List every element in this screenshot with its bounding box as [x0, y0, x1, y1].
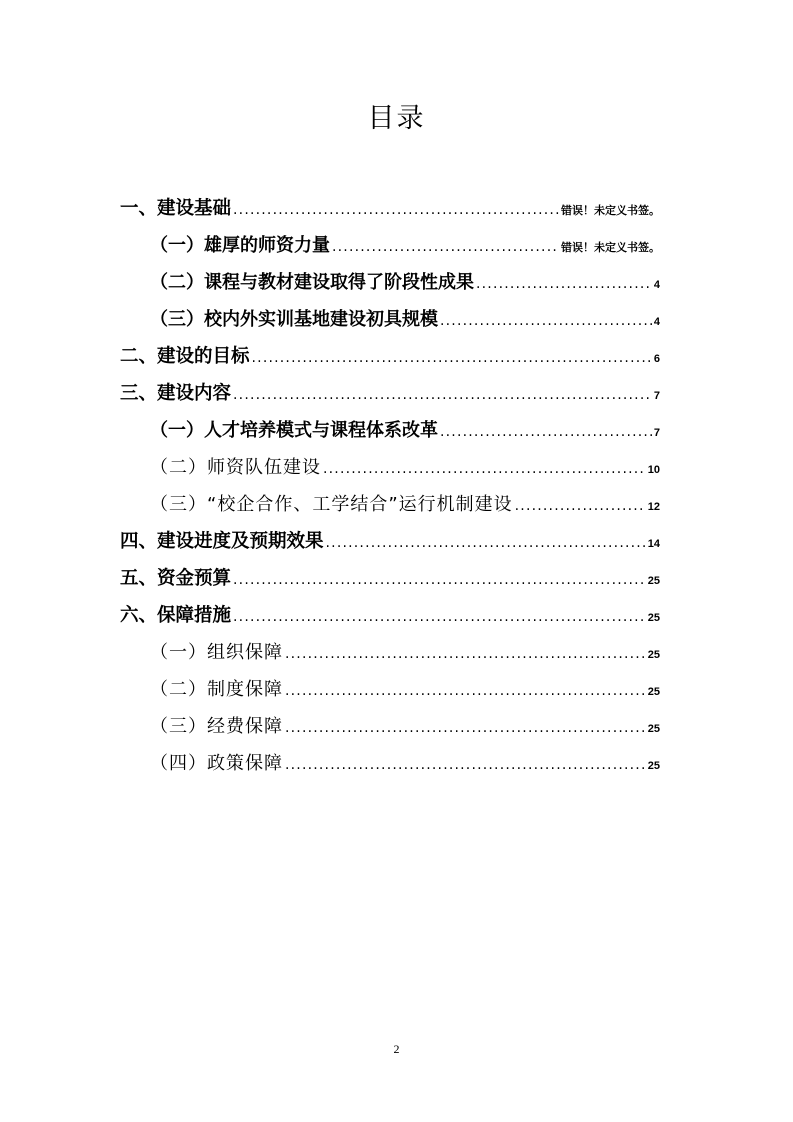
toc-entry-label: （三）“校企合作、工学结合”运行机制建设: [150, 494, 513, 515]
toc-leader-dots: [326, 535, 646, 551]
toc-entry-label: （三）校内外实训基地建设初具规模: [150, 309, 438, 330]
toc-entry-label: （二）课程与教材建设取得了阶段性成果: [150, 272, 474, 293]
toc-entry-1-3[interactable]: [150, 305, 660, 331]
toc-leader-dots: [285, 757, 646, 773]
toc-entry-label: 六、保障措施: [120, 605, 232, 626]
toc-entry-5[interactable]: [120, 564, 660, 590]
toc-entry-page: 25: [647, 723, 660, 735]
toc-entry-6-1[interactable]: [150, 638, 660, 664]
toc-entry-label: 二、建设的目标: [120, 346, 250, 367]
toc-entry-label: 五、资金预算: [120, 568, 232, 589]
toc-leader-dots: [233, 387, 652, 403]
toc-entry-label: 三、建设内容: [120, 383, 232, 404]
page-number: 2: [393, 1042, 400, 1056]
toc-leader-dots: [252, 350, 652, 366]
toc-title: 目录: [367, 103, 426, 134]
toc-leader-dots: [285, 646, 646, 662]
toc-leader-dots: [323, 461, 646, 477]
toc-entry-page: 错误！未定义书签。: [561, 205, 660, 217]
toc-entry-3-3[interactable]: [150, 490, 660, 516]
toc-leader-dots: [285, 683, 646, 699]
toc-leader-dots: [440, 424, 652, 440]
toc-entry-3-2[interactable]: [150, 453, 660, 479]
toc-entry-page: 7: [653, 390, 660, 402]
toc-entry-label: （三）经费保障: [150, 716, 283, 737]
toc-entry-label: （四）政策保障: [150, 753, 283, 774]
toc-entry-page: 25: [647, 575, 660, 587]
toc-leader-dots: [233, 609, 646, 625]
toc-entry-label: （一）组织保障: [150, 642, 283, 663]
toc-entry-page: 14: [647, 538, 660, 550]
toc-leader-dots: [285, 720, 646, 736]
toc-entry-page: 4: [653, 316, 660, 328]
toc-entry-1-1[interactable]: [150, 231, 660, 257]
toc-entry-label: （二）制度保障: [150, 679, 283, 700]
toc-entry-6[interactable]: [120, 601, 660, 627]
toc-entry-6-3[interactable]: [150, 712, 660, 738]
toc-entry-label: （二）师资队伍建设: [150, 457, 321, 478]
toc-entry-page: 错误！未定义书签。: [561, 242, 660, 254]
toc-entry-2[interactable]: [120, 342, 660, 368]
toc-leader-dots: [233, 202, 559, 218]
toc-entry-6-2[interactable]: [150, 675, 660, 701]
toc-entry-page: 25: [647, 612, 660, 624]
toc-entry-1[interactable]: [120, 194, 660, 220]
toc-leader-dots: [515, 498, 646, 514]
toc-leader-dots: [332, 239, 559, 255]
toc-entry-3-1[interactable]: [150, 416, 660, 442]
toc-entry-page: 6: [653, 353, 660, 365]
toc-entry-page: 25: [647, 649, 660, 661]
toc-leader-dots: [440, 313, 652, 329]
toc-entry-label: （一）人才培养模式与课程体系改革: [150, 420, 438, 441]
toc-entry-label: （一）雄厚的师资力量: [150, 235, 330, 256]
toc-entry-page: 25: [647, 686, 660, 698]
toc-entry-label: 一、建设基础: [120, 198, 232, 219]
toc-entry-1-2[interactable]: [150, 268, 660, 294]
toc-leader-dots: [233, 572, 646, 588]
toc-entry-page: 7: [653, 427, 660, 439]
toc-entry-4[interactable]: [120, 527, 660, 553]
toc-entry-page: 4: [653, 279, 660, 291]
toc-leader-dots: [476, 276, 652, 292]
toc-entry-label: 四、建设进度及预期效果: [120, 531, 324, 552]
toc-entry-page: 25: [647, 760, 660, 772]
toc-entry-page: 12: [647, 501, 660, 513]
toc-entry-6-4[interactable]: [150, 749, 660, 775]
toc-entry-page: 10: [647, 464, 660, 476]
toc-entry-3[interactable]: [120, 379, 660, 405]
